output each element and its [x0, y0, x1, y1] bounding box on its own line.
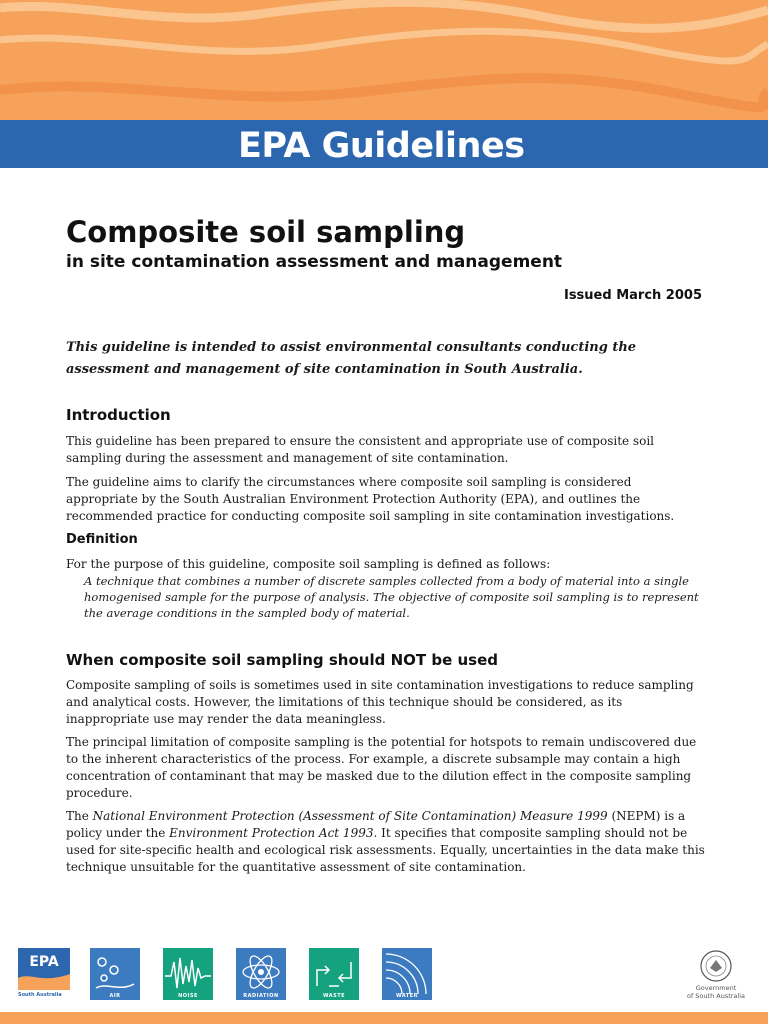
introduction-paragraph-1: This guideline has been prepared to ensure the consistent and appropriate use of composite soil sampling during the assessment and management of site contamination.: [66, 434, 654, 465]
header-wave-band: [0, 0, 768, 120]
introduction-heading: Introduction: [66, 406, 171, 424]
epa-logo: [18, 948, 70, 1000]
not-used-paragraph-3: [66, 808, 706, 876]
p3-post: . It specifies that composite sampling should not be used for site-specific health and ecological risk assessments. Equally, uncertainties in the data make this technique unsuitable for the quantitative assessment of site contamination.: [66, 826, 705, 874]
noise-label: NOISE: [178, 993, 198, 999]
government-sa-logo: [676, 948, 756, 1004]
government-text-line2: of South Australia: [686, 992, 746, 1000]
crest-icon: [676, 948, 756, 984]
epa-logo-wave: [18, 948, 70, 990]
definition-lead: For the purpose of this guideline, composite soil sampling is defined as follows:: [66, 557, 551, 571]
act-title: Environment Protection Act 1993: [169, 826, 374, 840]
definition-quote: A technique that combines a number of discrete samples collected from a body of material into a single homogenised sample for the purpose of analysis. The objective of composite soil sampling is to represent the average conditions in the sampled body of material.: [84, 574, 699, 620]
footer-band: [0, 1012, 768, 1024]
radiation-icon: [236, 948, 286, 1000]
nepm-title: National Environment Protection (Assessment of Site Contamination) Measure 1999: [92, 809, 608, 823]
epa-logo-box: [18, 948, 70, 990]
definition-heading: Definition: [66, 532, 138, 547]
government-text-line1: Government: [695, 984, 737, 992]
water-icon: [382, 948, 432, 1000]
not-used-paragraph-1: Composite sampling of soils is sometimes used in site contamination investigations to reduce sampling and analytical costs. However, the limitations of this technique should be considered, as its inappropriate use may render the data meaningless.: [66, 678, 694, 726]
noise-icon: [163, 948, 213, 1000]
government-text: [676, 984, 756, 1000]
document-subtitle: in site contamination assessment and management: [66, 252, 563, 272]
epa-logo-text: EPA: [29, 954, 59, 970]
brand-title: EPA Guidelines: [238, 126, 525, 166]
introduction-paragraph-2: The guideline aims to clarify the circumstances where composite soil sampling is considered appropriate by the South Australian Environment Protection Authority (EPA), and outlines the recommended practice for conducting composite soil sampling in site contamination investigations.: [66, 475, 675, 523]
p3-mid: (NEPM) is a policy under the: [66, 809, 686, 840]
not-used-paragraph-2: The principal limitation of composite sampling is the potential for hotspots to remain undiscovered due to the inherent characteristics of the process. For example, a discrete subsample may contain a high concentration of contaminant that may be masked due to the dilution effect in the composite sampling procedure.: [66, 735, 697, 800]
epa-logo-subtext: South Australia: [18, 992, 62, 998]
intro-statement: This guideline is intended to assist environmental consultants conducting the assessment and management of site contamination in South Australia.: [66, 340, 637, 377]
document-title: Composite soil sampling: [66, 215, 466, 249]
water-label: WATER: [396, 993, 418, 999]
air-label: AIR: [109, 993, 121, 999]
p3-pre: The: [66, 809, 93, 823]
air-icon: [90, 948, 140, 1000]
waste-icon: [309, 948, 359, 1000]
waste-label: WASTE: [322, 993, 346, 999]
issue-date: Issued March 2005: [563, 288, 702, 303]
footer-icons: [0, 944, 768, 1004]
not-used-heading: When composite soil sampling should NOT be used: [66, 651, 498, 669]
radiation-label: RADIATION: [243, 993, 279, 999]
wave-decoration: [0, 0, 768, 120]
